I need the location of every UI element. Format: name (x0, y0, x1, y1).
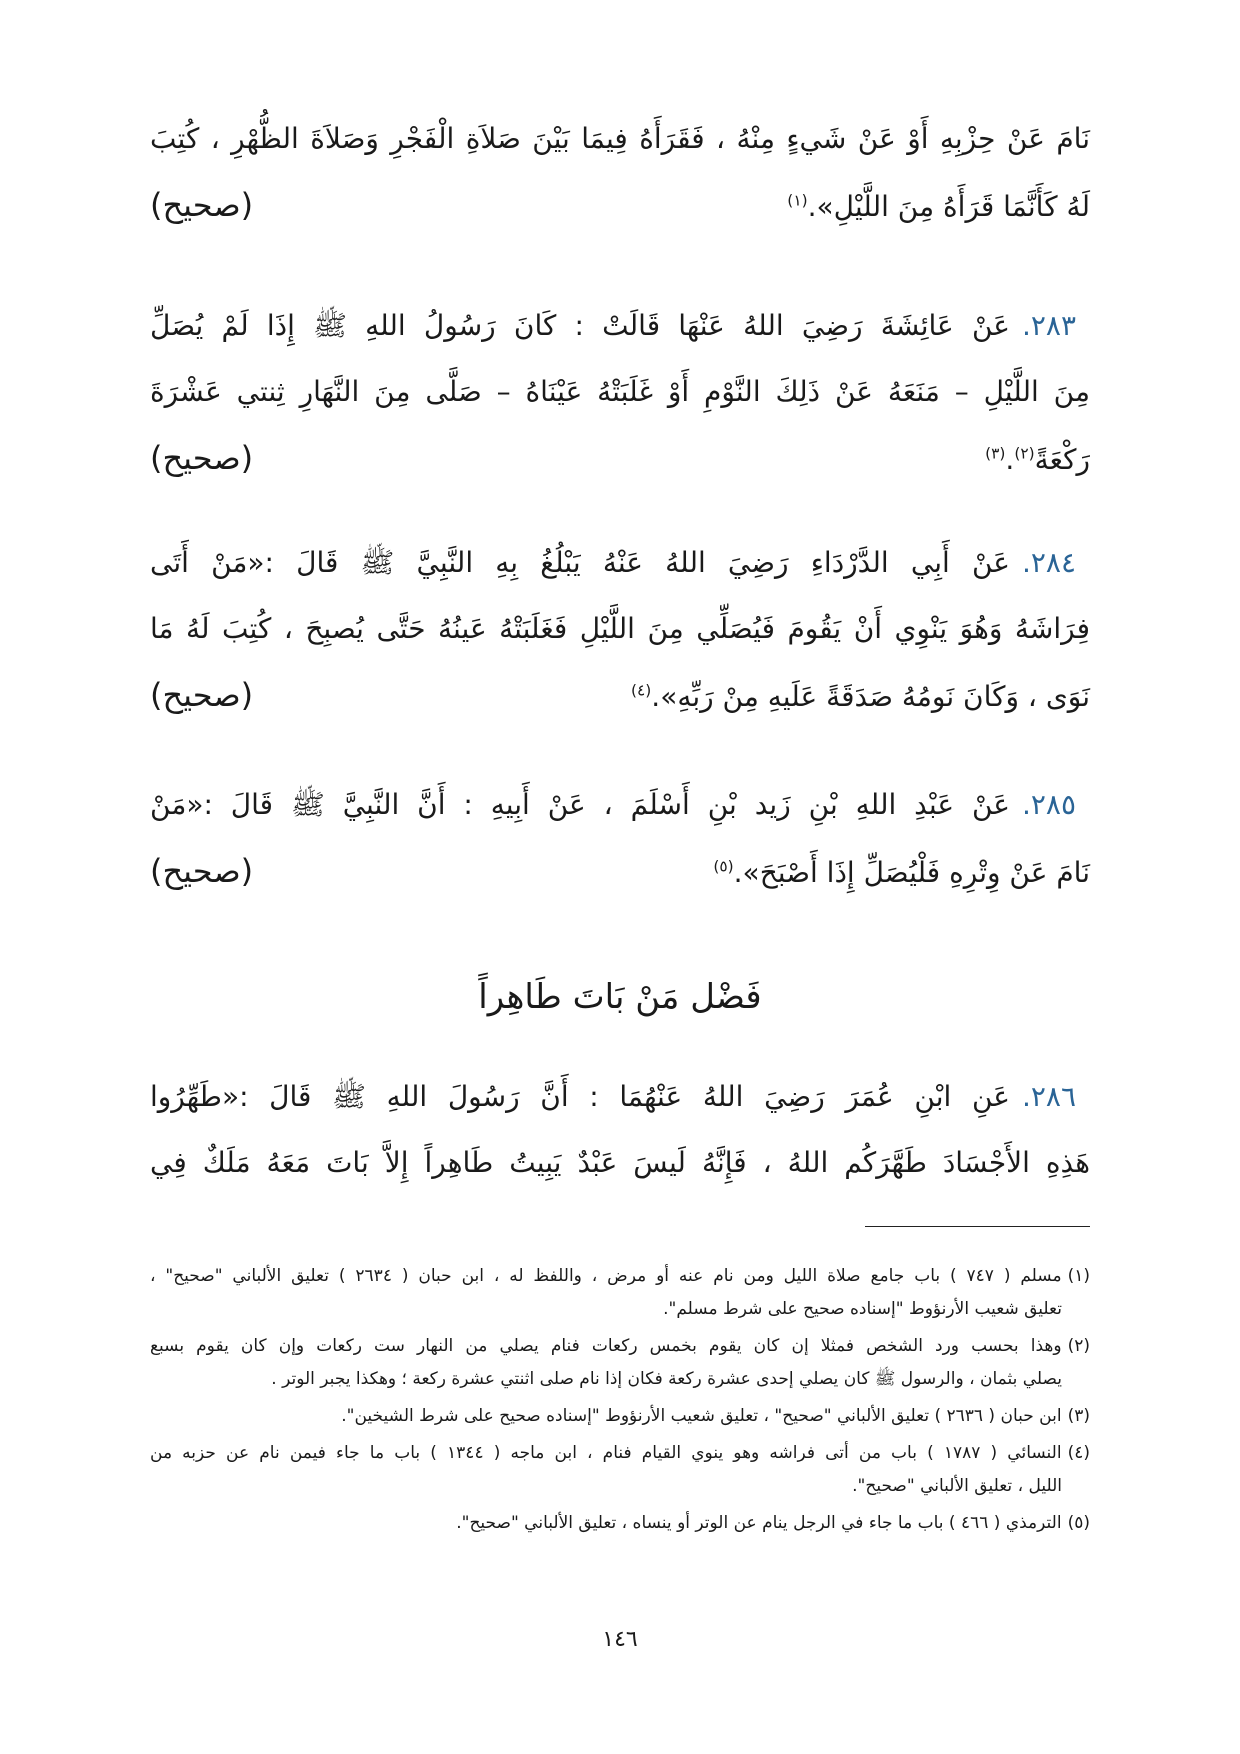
footnote-text: الترمذي ( ٤٦٦ ) باب ما جاء في الرجل ينام عن الوتر أو ينساه ، تعليق الألباني "صحيح". (456, 1513, 1062, 1533)
footnote-item (150, 1330, 1090, 1396)
hadith-286 (150, 1064, 1090, 1196)
hadith-number: ٢٨٥. (1021, 788, 1076, 821)
text-line: فِرَاشَهُ وَهُوَ يَنْوِي أَنْ يَقُومَ فَيُصَلِّي مِنَ اللَّيْلِ فَغَلَبَتْهُ عَينُهُ حَتَّى يُصبِحَ ، كُتِبَ لَهُ مَا (150, 612, 1090, 645)
text-line (150, 530, 1090, 596)
footnote-number: (٥) (1067, 1513, 1090, 1533)
text-line: مِنَ اللَّيْلِ – مَنَعَهُ عَنْ ذَلِكَ النَّوْمِ أَوْ غَلَبَتْهُ عَيْنَاهُ – صَلَّى مِنَ النَّهَارِ ثِنتي عَشْرَةَ (150, 375, 1090, 408)
page-number: ١٤٦ (602, 1627, 638, 1652)
footnote-ref: (٥) (713, 857, 734, 876)
page-body (150, 106, 1090, 1544)
footnote-ref: (٤) (630, 681, 652, 700)
line-text: نَوَى ، وَكَانَ نَومُهُ صَدَقَةً عَلَيهِ مِنْ رَبِّهِ». (651, 680, 1090, 713)
grade-label: (صحيح) (150, 676, 254, 714)
text-line: نَامَ عَنْ حِزْبِهِ أَوْ عَنْ شَيءٍ مِنْهُ ، فَقَرَأَهُ فِيمَا بَيْنَ صَلاَةِ الْفَجْرِ وَصَلاَةَ الظُّهْرِ ، كُتِبَ (150, 122, 1090, 155)
footnote-text: مسلم ( ٧٤٧ ) باب جامع صلاة الليل ومن نام عنه أو مرض ، واللفظ له ، ابن حبان ( ٢٦٣٤ ) تعليق الألباني "صحيح" ، (150, 1266, 1062, 1286)
footnote-line (150, 1400, 1090, 1433)
footnote-ref: (٣) (985, 444, 1006, 463)
footnote-rule (865, 1226, 1090, 1227)
footnote-number: (٤) (1067, 1443, 1091, 1463)
section-heading: فَضْل مَنْ بَاتَ طَاهِراً (478, 977, 762, 1017)
line-text: عَنْ أَبِي الدَّرْدَاءِ رَضِيَ اللهُ عَنْهُ يَبْلُغُ بِهِ النَّبِيَّ ﷺ قَالَ :«مَنْ أَتَى (150, 546, 1010, 579)
grade-label: (صحيح) (150, 852, 254, 890)
text-line (150, 772, 1090, 838)
footnote-text: ابن حبان ( ٢٦٣٦ ) تعليق الألباني "صحيح" ، تعليق شعيب الأرنؤوط "إسناده صحيح على شرط الشيخين". (341, 1406, 1062, 1426)
footnote-number: (١) (1067, 1266, 1091, 1286)
hadith-283 (150, 293, 1090, 493)
line-text: رَكْعَةً (1034, 443, 1090, 476)
footnote-ref: (٢) (1014, 444, 1035, 463)
grade-label: (صحيح) (150, 186, 254, 224)
text-line (277, 427, 1090, 493)
text-line (277, 174, 1090, 240)
footnotes (150, 1260, 1090, 1540)
continuation-paragraph (150, 106, 1090, 240)
hadith-number: ٢٨٣. (1021, 309, 1076, 342)
footnote-line (150, 1437, 1090, 1470)
footnote-item (150, 1437, 1090, 1503)
hadith-285 (150, 772, 1090, 906)
hadith-number: ٢٨٤. (1021, 546, 1076, 579)
text-line (277, 840, 1090, 906)
footnote-line: يصلي بثمان ، والرسول ﷺ كان يصلي إحدى عشرة ركعة فكان إذا نام صلى اثنتي عشرة ركعة ؛ وهكذا يجبر الوتر . (271, 1369, 1062, 1389)
footnote-separator (150, 1226, 1090, 1228)
last-line (150, 425, 1090, 493)
line-text: عَنِ ابْنِ عُمَرَ رَضِيَ اللهُ عَنْهُمَا : أَنَّ رَسُولَ اللهِ ﷺ قَالَ :«طَهِّرُوا (150, 1080, 1010, 1113)
grade-label: (صحيح) (150, 439, 254, 477)
last-line (150, 838, 1090, 906)
line-text: عَنْ عَبْدِ اللهِ بْنِ زَيد بْنِ أَسْلَمَ ، عَنْ أَبِيهِ : أَنَّ النَّبِيَّ ﷺ قَالَ :«مَنْ (150, 788, 1010, 821)
last-line (150, 172, 1090, 240)
hadith-number: ٢٨٦. (1021, 1080, 1076, 1113)
footnote-line (150, 1507, 1090, 1540)
footnote-item (150, 1507, 1090, 1540)
hadith-284 (150, 530, 1090, 730)
text-line (150, 293, 1090, 359)
footnote-text: النسائي ( ١٧٨٧ ) باب من أتى فراشه وهو ينوي القيام فنام ، ابن ماجه ( ١٣٤٤ ) باب ما جاء فيمن نام عن حزبه من (150, 1443, 1062, 1463)
text-line: هَذِهِ الأَجْسَادَ طَهَّرَكُم اللهُ ، فَإِنَّهُ لَيسَ عَبْدٌ يَبِيتُ طَاهِراً إِلاَّ بَاتَ مَعَهُ مَلَكٌ فِي (150, 1146, 1090, 1179)
footnote-item (150, 1400, 1090, 1433)
footnote-line (150, 1330, 1090, 1363)
line-text: عَنْ عَائِشَةَ رَضِيَ اللهُ عَنْهَا قَالَتْ : كَانَ رَسُولُ اللهِ ﷺ إِذَا لَمْ يُصَلِّ (150, 309, 1010, 342)
footnote-number: (٣) (1067, 1406, 1090, 1426)
text-line (277, 664, 1090, 730)
punctuation: . (1005, 443, 1015, 476)
footnote-ref: (١) (787, 191, 808, 210)
footnote-line (150, 1260, 1090, 1293)
text-line (150, 1064, 1090, 1130)
footnote-item (150, 1260, 1090, 1326)
footnote-number: (٢) (1067, 1336, 1090, 1356)
footnote-line: تعليق شعيب الأرنؤوط "إسناده صحيح على شرط مسلم". (663, 1299, 1062, 1319)
last-line (150, 662, 1090, 730)
footnote-line: الليل ، تعليق الألباني "صحيح". (852, 1476, 1062, 1496)
line-text: لَهُ كَأَنَّمَا قَرَأَهُ مِنَ اللَّيْلِ». (807, 190, 1090, 223)
footnote-text: وهذا بحسب ورد الشخص فمثلا إن كان يقوم بخمس ركعات فنام يصلي من النهار ست ركعات وإن كان يقوم بسبع (150, 1336, 1062, 1356)
line-text: نَامَ عَنْ وِتْرِهِ فَلْيُصَلِّ إِذَا أَصْبَحَ». (733, 856, 1090, 889)
